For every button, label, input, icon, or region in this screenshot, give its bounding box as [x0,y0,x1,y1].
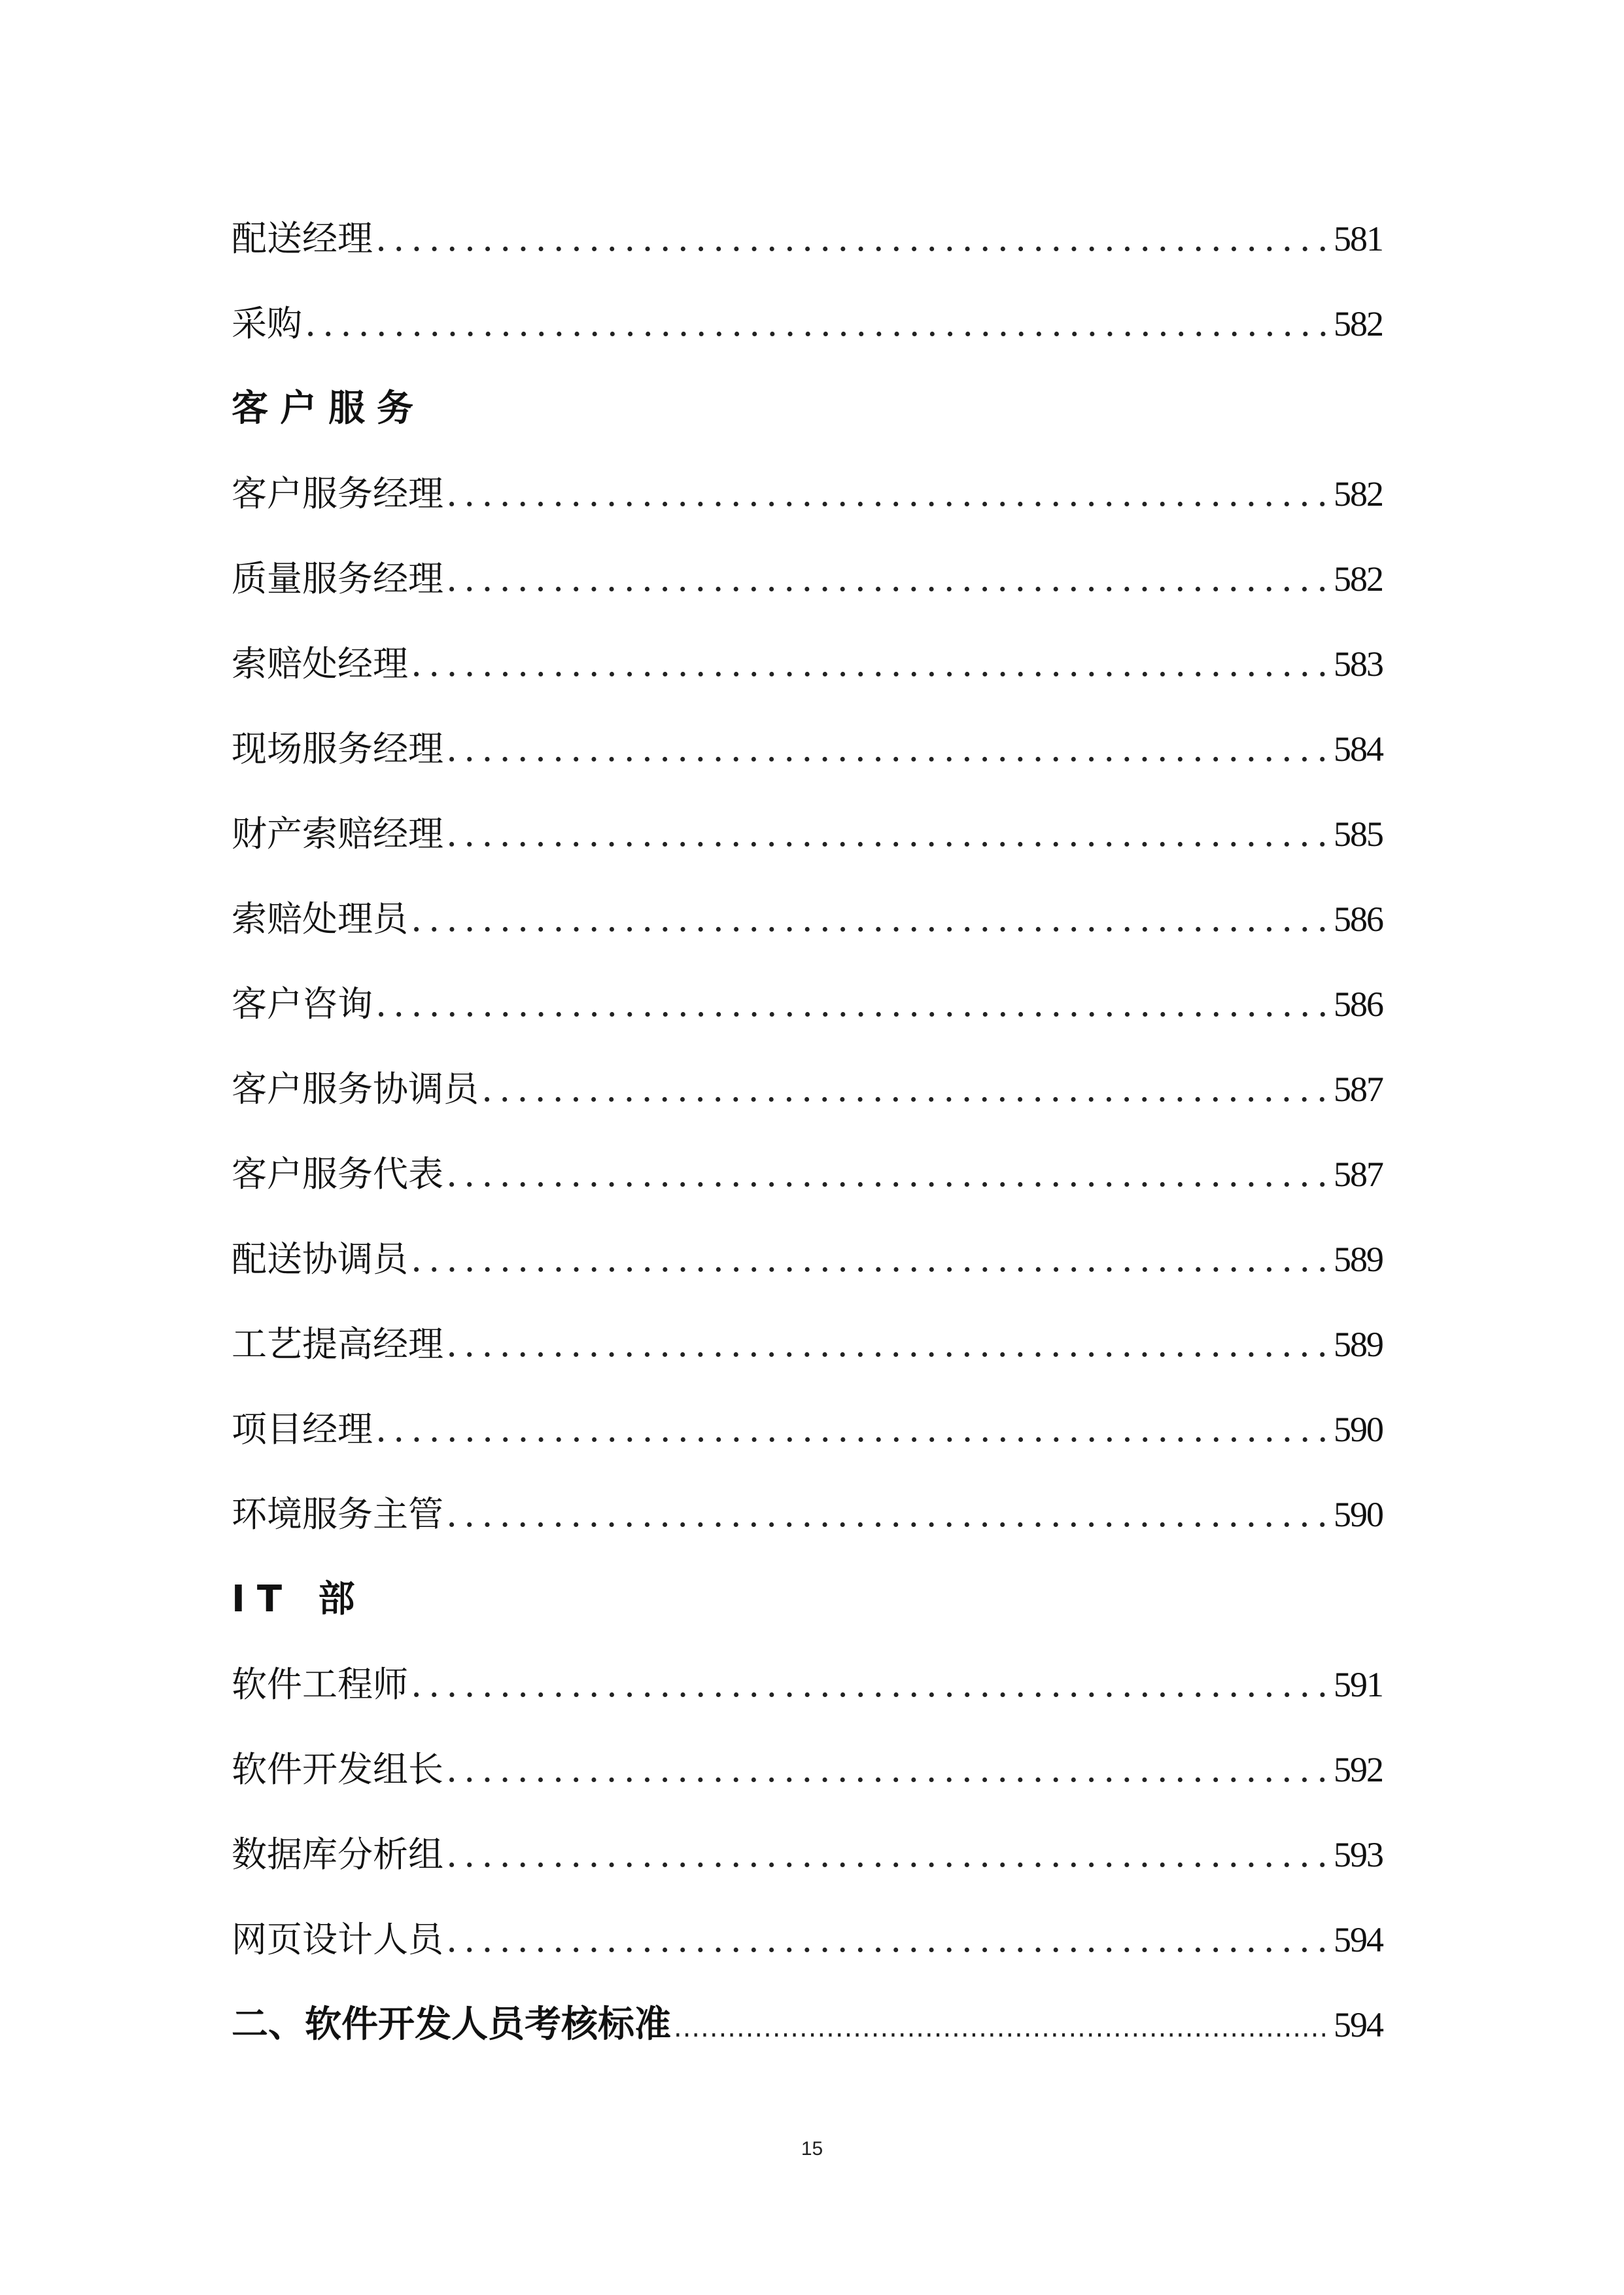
dot-leader [481,1047,1331,1132]
toc-entry-page: 582 [1334,304,1383,343]
toc-entry-page: 581 [1334,219,1383,258]
toc-entry-label: 工艺提高经理 [232,1323,443,1365]
toc-entry-label: 客户服务协调员 [232,1068,479,1110]
dot-leader [446,1132,1331,1217]
toc-entry-page: 590 [1334,1410,1383,1449]
toc-section-heading[interactable]: IT 部 [232,1578,367,1621]
toc-entry-label: 软件开发组长 [232,1749,443,1790]
dot-leader [446,1302,1331,1387]
dot-leader [375,1387,1331,1472]
toc-entry-page: 582 [1334,559,1383,599]
toc-entry[interactable] [232,1387,1383,1472]
toc-entry-label: 财产索赔经理 [232,813,443,854]
toc-entry-label: 网页设计人员 [232,1919,443,1960]
toc-entry-page: 585 [1334,815,1383,854]
toc-entry-page: 587 [1334,1070,1383,1109]
toc-entry[interactable] [232,962,1383,1047]
toc-entry-page: 594 [1334,1920,1383,1959]
dot-leader [411,1217,1331,1302]
toc-entry-label: 环境服务主管 [232,1494,443,1535]
toc-entry[interactable] [232,451,1383,536]
toc-entry[interactable] [232,281,1383,366]
toc-entry-label: 配送协调员 [232,1238,408,1280]
toc-entry-page: 586 [1334,985,1383,1024]
table-of-contents [232,196,1383,2067]
dot-leader [411,622,1331,707]
toc-entry[interactable] [232,1217,1383,1302]
toc-entry-page: 586 [1334,900,1383,939]
toc-entry[interactable] [232,1047,1383,1132]
toc-entry-label: 质量服务经理 [232,558,443,599]
toc-entry-label: 项目经理 [232,1409,373,1450]
dot-leader [411,1642,1331,1727]
dot-leader [375,196,1331,281]
dot-leader [446,1812,1331,1897]
dot-leader [446,707,1331,792]
toc-entry-label: 二、软件开发人员考核标准 [232,2003,671,2046]
toc-entry[interactable] [232,877,1383,962]
toc-entry[interactable] [232,1642,1383,1727]
dot-leader [674,1986,1331,2071]
toc-entry[interactable] [232,536,1383,622]
toc-section-heading[interactable]: 客户服务 [232,387,425,430]
toc-entry[interactable] [232,1727,1383,1812]
toc-entry[interactable] [232,1897,1383,1982]
toc-entry-page: 589 [1334,1325,1383,1364]
toc-entry[interactable] [232,707,1383,792]
toc-entry-page: 589 [1334,1240,1383,1279]
toc-entry-label: 索赔处经理 [232,643,408,684]
dot-leader [375,962,1331,1047]
toc-entry[interactable] [232,1302,1383,1387]
toc-entry-label: 索赔处理员 [232,898,408,939]
toc-entry-page: 594 [1334,2005,1383,2044]
toc-entry-label: 配送经理 [232,218,373,259]
toc-entry-page: 583 [1334,644,1383,684]
toc-entry-page: 591 [1334,1665,1383,1704]
toc-entry-label: 现场服务经理 [232,728,443,769]
dot-leader [411,877,1331,962]
toc-entry-label: 客户咨询 [232,983,373,1025]
dot-leader [305,281,1331,366]
toc-entry-page: 582 [1334,474,1383,514]
toc-major-entry[interactable] [232,1982,1383,2067]
toc-entry-label: 软件工程师 [232,1664,408,1705]
toc-entry-page: 592 [1334,1750,1383,1789]
footer-page-number: 15 [801,2138,823,2160]
toc-entry-label: 客户服务经理 [232,473,443,514]
toc-entry-page: 590 [1334,1495,1383,1534]
dot-leader [446,536,1331,622]
toc-entry-page: 587 [1334,1155,1383,1194]
dot-leader [446,1897,1331,1982]
toc-entry[interactable] [232,1472,1383,1557]
toc-entry-page: 584 [1334,729,1383,769]
toc-entry-label: 采购 [232,303,302,344]
toc-entry-page: 593 [1334,1835,1383,1874]
toc-entry[interactable] [232,1132,1383,1217]
toc-entry-label: 数据库分析组 [232,1834,443,1875]
toc-entry[interactable] [232,622,1383,707]
toc-entry[interactable] [232,196,1383,281]
dot-leader [446,1472,1331,1557]
toc-entry-label: 客户服务代表 [232,1153,443,1195]
toc-entry[interactable] [232,1812,1383,1897]
dot-leader [446,451,1331,536]
toc-entry[interactable] [232,792,1383,877]
dot-leader [446,1727,1331,1812]
dot-leader [446,792,1331,877]
